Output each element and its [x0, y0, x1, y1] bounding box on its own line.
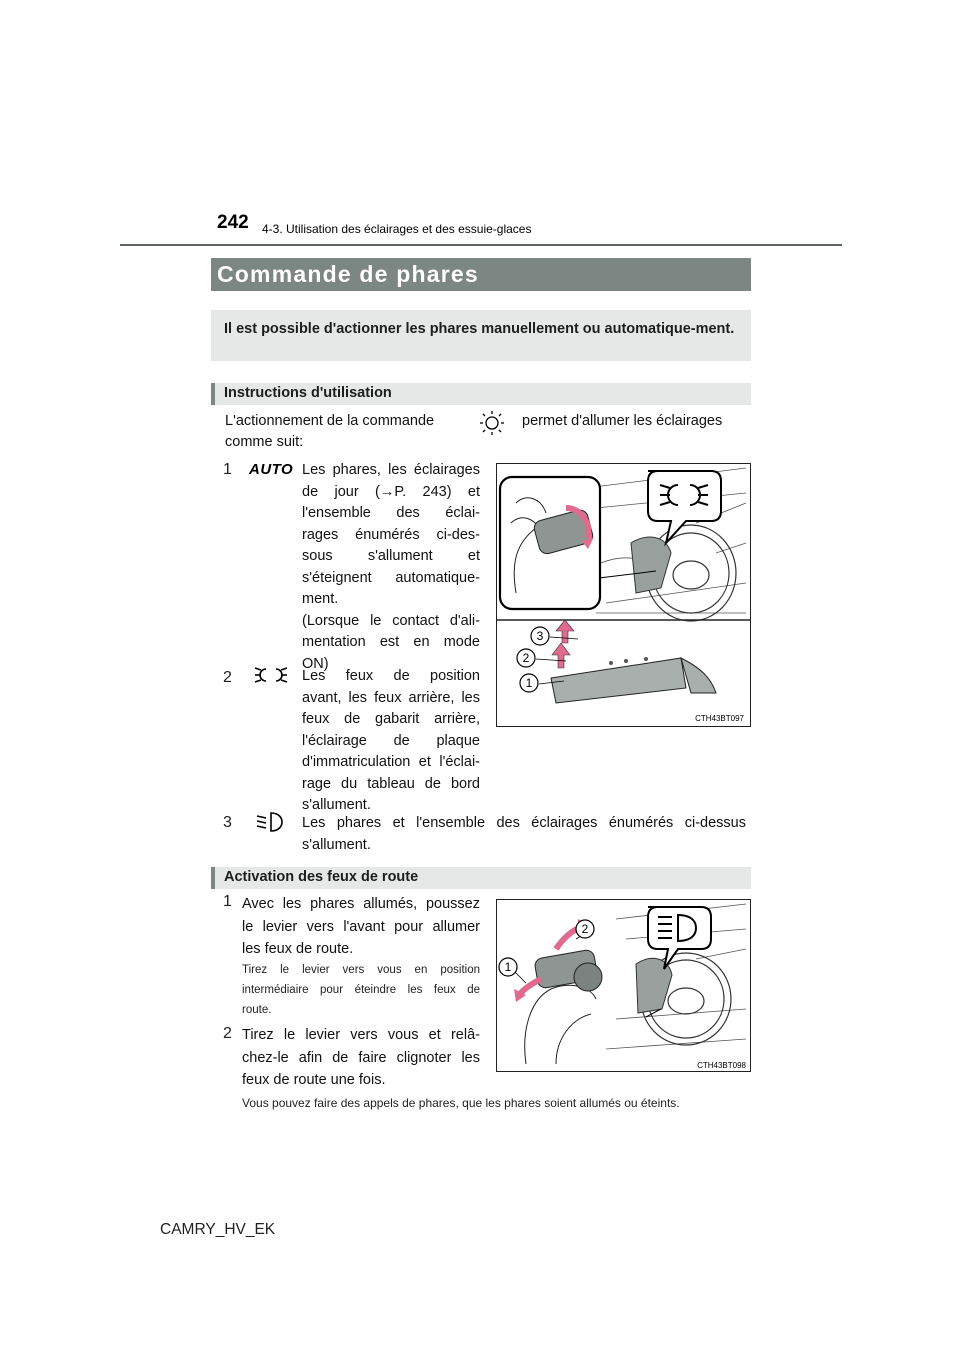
high-beam-item-1-note: Tirez le levier vers vous en position intermédiaire pour éteindre les feux de route. — [242, 964, 480, 1016]
high-beam-item-1-text: Avec les phares allumés, poussez le levier vers l'avant pour allumer les feux de route. — [242, 896, 480, 957]
figure-code: CTH43BT097 — [695, 714, 744, 723]
figure-callout: 2 — [581, 922, 589, 936]
high-beam-heading: Activation des feux de route — [224, 869, 419, 885]
high-beam-item-2-text: Tirez le levier vers vous et relâ- chez-le afin de faire clignoter les feux de route une fois. — [242, 1027, 480, 1088]
figure-callout: 1 — [504, 960, 512, 974]
position-lights-icon — [252, 663, 290, 687]
instructions-heading: Instructions d'utilisation — [224, 385, 392, 401]
item-number: 1 — [223, 461, 232, 478]
flash-note: Vous pouvez faire des appels de phares, que les phares soient allumés ou éteints. — [242, 1096, 680, 1110]
item-2-text: Les feux de position avant, les feux arrière, les feux de gabarit arrière, l'éclairage de plaque d'immatriculation et l'éclai- rage du tableau de bord s'allument. — [302, 668, 480, 813]
item-number: 1 — [223, 893, 232, 910]
item-number: 2 — [223, 669, 232, 686]
page-number: 242 — [217, 212, 249, 233]
figure-code: CTH43BT098 — [697, 1061, 746, 1070]
headlight-switch-figure — [496, 463, 751, 727]
light-switch-icon — [478, 410, 506, 436]
item-1-text: Les phares, les éclairages de jour (→P. 243) et l'ensemble des éclai- rages énumérés ci-des- sous s'allument et s'éteignent automatique- ment. (Lorsque le contact d'ali- mentation est en mode ON) — [302, 462, 480, 672]
footer-model-code: CAMRY_HV_EK — [160, 1221, 276, 1238]
intro-text: Il est possible d'actionner les phares manuellement ou automatique-ment. — [224, 321, 735, 337]
lead-text-start: L'actionnement de la commande — [225, 413, 435, 429]
chapter-title: 4-3. Utilisation des éclairages et des essuie-glaces — [262, 222, 532, 236]
low-beam-icon — [255, 810, 285, 834]
item-number: 3 — [223, 814, 232, 831]
lead-text-end: permet d'allumer les éclairages — [522, 413, 723, 429]
section-title: Commande de phares — [217, 261, 479, 287]
high-beam-figure — [496, 899, 751, 1072]
item-number: 2 — [223, 1025, 232, 1042]
auto-symbol: AUTO — [249, 461, 294, 478]
item-3-text: Les phares et l'ensemble des éclairages énumérés ci-dessus s'allument. — [302, 815, 746, 853]
figure-callout: 2 — [522, 651, 530, 665]
figure-callout: 1 — [525, 676, 533, 690]
header-rule — [120, 244, 842, 246]
figure-callout: 3 — [536, 629, 544, 643]
lead-text-line2: comme suit: — [225, 434, 304, 450]
